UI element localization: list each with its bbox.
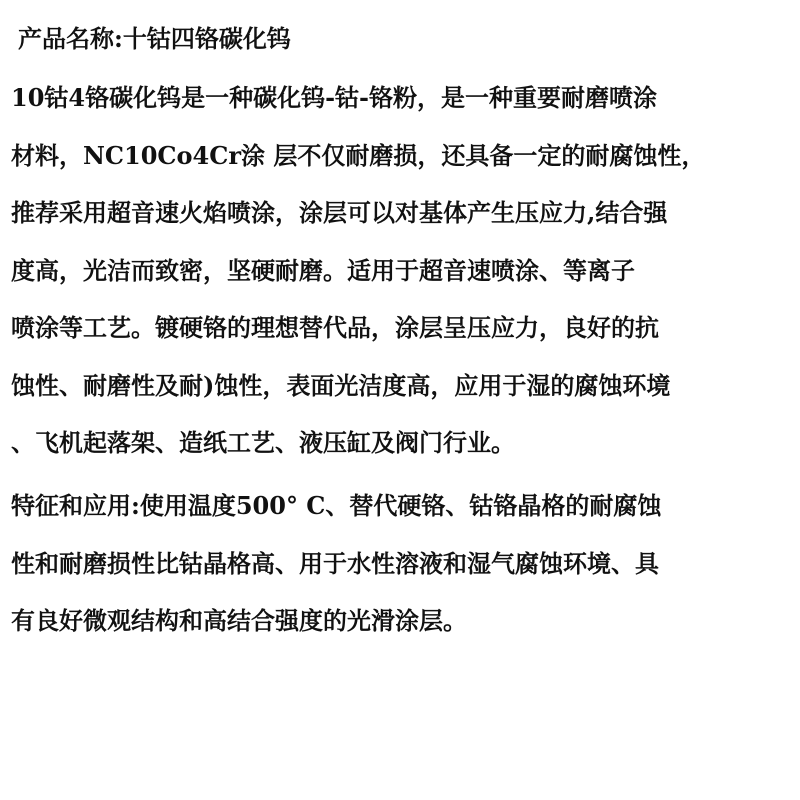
paragraph-line: 推荐采用超音速火焰喷涂，涂层可以对基体产生压应力,结合强	[11, 198, 668, 227]
features-line: 特征和应用:使用温度500° C、替代硬铬、钴铬晶格的耐腐蚀	[11, 491, 662, 520]
features-line: 有良好微观结构和高结合强度的光滑涂层。	[11, 606, 467, 635]
paragraph-line: 材料，NC10Co4Cr涂 层不仅耐磨损，还具备一定的耐腐蚀性，	[11, 141, 706, 170]
product-title: 产品名称:十钴四铬碳化钨	[18, 24, 291, 53]
paragraph-line: 喷涂等工艺。镀硬铬的理想替代品，涂层呈压应力，良好的抗	[11, 313, 659, 342]
features-line: 性和耐磨损性比钴晶格高、用于水性溶液和湿气腐蚀环境、具	[11, 549, 659, 578]
paragraph-line: 度高，光洁而致密，坚硬耐磨。适用于超音速喷涂、等离子	[11, 256, 635, 285]
paragraph-line: 蚀性、耐磨性及耐)蚀性，表面光洁度高，应用于湿的腐蚀环境	[11, 371, 671, 400]
paragraph-line: 10钴4铬碳化钨是一种碳化钨-钴-铬粉，是一种重要耐磨喷涂	[11, 83, 658, 112]
paragraph-line: 、飞机起落架、造纸工艺、液压缸及阀门行业。	[11, 428, 515, 457]
